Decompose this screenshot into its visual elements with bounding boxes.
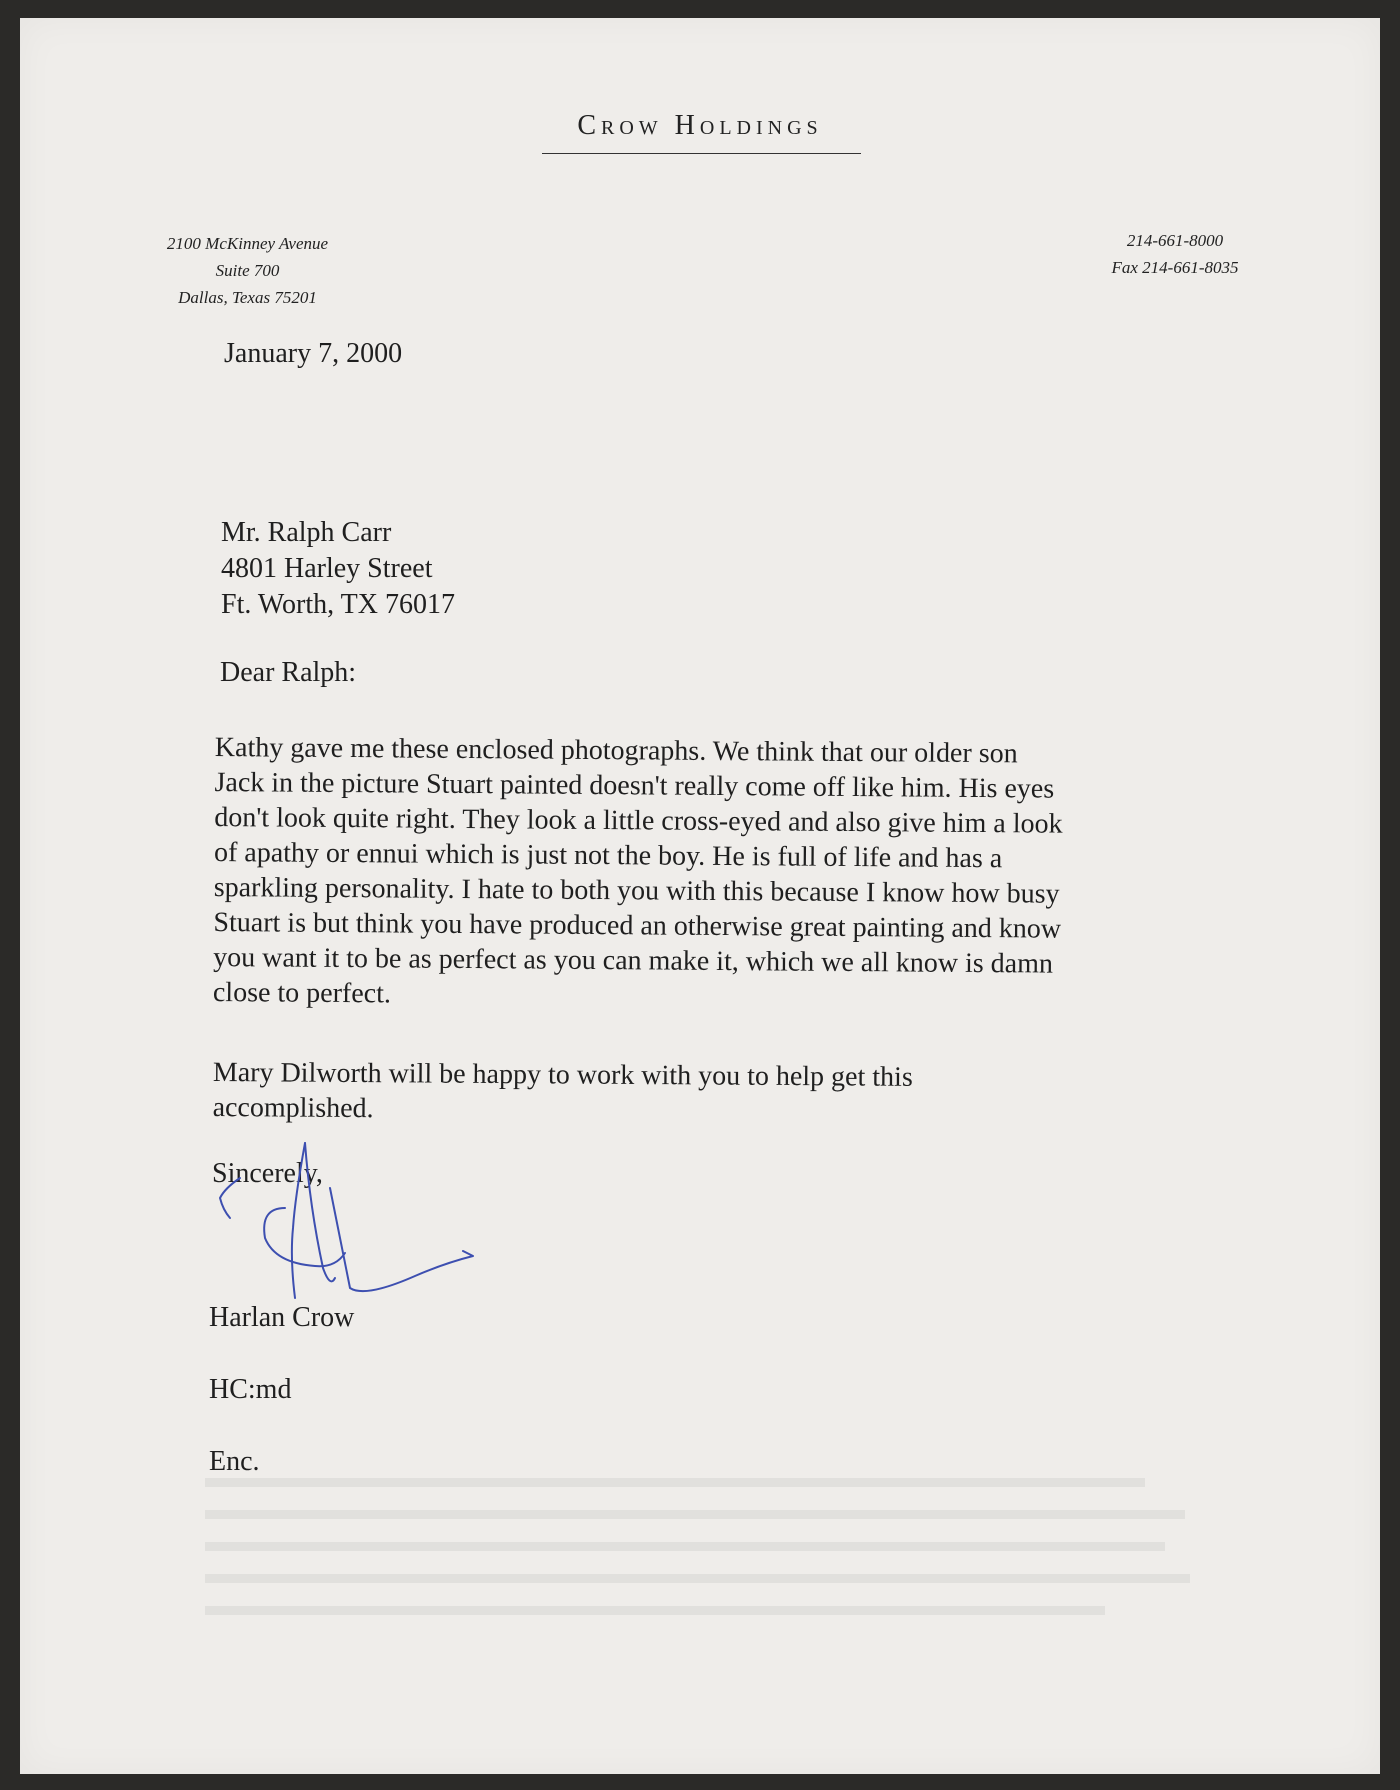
- letter-date: January 7, 2000: [224, 338, 403, 369]
- letterhead-company-name: Crow Holdings: [577, 110, 823, 141]
- letterhead-contact: [1090, 227, 1260, 281]
- letterhead-divider: [542, 153, 861, 154]
- recipient-line: Ft. Worth, TX 76017: [221, 589, 455, 620]
- recipient-line: Mr. Ralph Carr: [221, 517, 392, 548]
- salutation: Dear Ralph:: [220, 657, 357, 688]
- fax-number: Fax 214-661-8035: [1111, 258, 1239, 277]
- paragraph-line: you want it to be as perfect as you can make it, which we all know is damn: [213, 941, 1054, 980]
- bleed-through-texture: [205, 1470, 1195, 1630]
- enclosure-notation: Enc.: [209, 1446, 260, 1477]
- typist-initials: HC:md: [209, 1374, 292, 1405]
- letterhead-address: [140, 230, 355, 311]
- phone-number: 214-661-8000: [1126, 231, 1224, 250]
- paragraph-line: Mary Dilworth will be happy to work with you to help get this: [212, 1057, 913, 1093]
- handwritten-signature: [205, 1138, 490, 1313]
- paragraph-line: close to perfect.: [212, 976, 392, 1010]
- paragraph-line: of apathy or ennui which is just not the boy. He is full of life and has a: [213, 836, 1003, 875]
- address-line: Suite 700: [215, 261, 280, 280]
- address-line: 2100 McKinney Avenue: [166, 234, 329, 253]
- paragraph-line: Jack in the picture Stuart painted doesn't really come off like him. His eyes: [214, 766, 1055, 805]
- paragraph-line: Stuart is but think you have produced an otherwise great painting and know: [213, 906, 1062, 945]
- paragraph-line: accomplished.: [212, 1091, 374, 1125]
- closing: Sincerely,: [212, 1158, 323, 1189]
- signer-name: Harlan Crow: [209, 1302, 355, 1333]
- body-paragraph-1: [213, 730, 1175, 1018]
- recipient-line: 4801 Harley Street: [221, 553, 433, 584]
- body-paragraph-2: [213, 1055, 1113, 1131]
- address-line: Dallas, Texas 75201: [178, 288, 317, 307]
- paragraph-line: Kathy gave me these enclosed photographs. We think that our older son: [214, 731, 1018, 770]
- paragraph-line: sparkling personality. I hate to both you with this because I know how busy: [213, 871, 1060, 910]
- recipient-address-block: [221, 515, 455, 623]
- paragraph-line: don't look quite right. They look a little cross-eyed and also give him a look: [214, 801, 1063, 840]
